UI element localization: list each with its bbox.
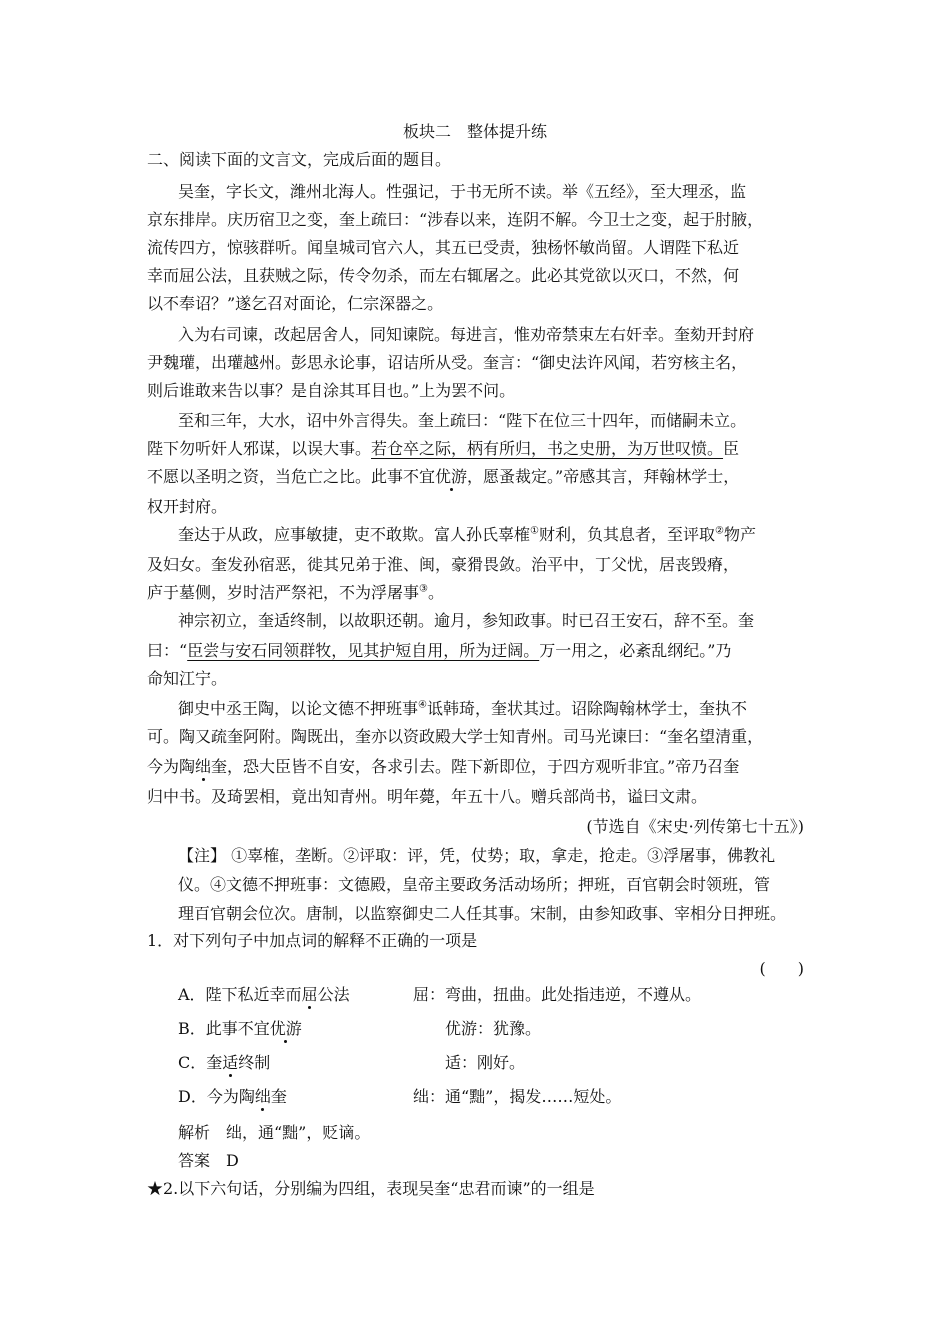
option-c-explanation: 适：刚好。: [445, 1053, 526, 1072]
question-1-stem: 1．对下列句子中加点词的解释不正确的一项是: [147, 931, 478, 950]
dotted-word: 屈: [301, 985, 318, 1004]
passage-line: 今为陶绌奎，恐大臣皆不自安，各求引去。陛下新即位，于四方观听非宜。”帝乃召奎: [147, 757, 740, 776]
passage-line: 陛下勿听奸人邪谋，以误大事。若仓卒之际，柄有所归，书之史册，为万世叹愤。臣: [147, 439, 740, 458]
passage-line: 尹魏瓘，出瓘越州。彭思永论事，诏诘所从受。奎言：“御史法许风闻，若穷核主名，: [147, 353, 748, 372]
option-d: D．今为陶绌奎: [178, 1087, 287, 1106]
passage-line: 入为右司谏，改起居舍人，同知谏院。每进言，惟劝帝禁束左右奸幸。奎劾开封府: [178, 325, 755, 344]
dotted-word: 绌: [195, 757, 212, 776]
option-c: C．奎适终制: [178, 1053, 271, 1072]
passage-line: 京东排岸。庆历宿卫之变，奎上疏曰：“涉春以来，连阴不解。今卫士之变，起于肘腋，: [147, 210, 764, 229]
dotted-word: 优游: [269, 1019, 302, 1038]
footnote-mark: ③: [419, 583, 428, 595]
passage-line: 神宗初立，奎适终制，以故职还朝。逾月，参知政事。时已召王安石，辞不至。奎: [178, 611, 755, 630]
page-title: 板块二 整体提升练: [402, 122, 547, 141]
dotted-word: 适: [222, 1053, 239, 1072]
passage-line: 曰：“臣尝与安石同领群牧，见其护短自用，所为迂阔。万一用之，必紊乱纲纪。”乃: [147, 641, 732, 660]
option-d-explanation: 绌：通“黜”，揭发……短处。: [413, 1087, 622, 1106]
option-b-explanation: 优游：犹豫。: [445, 1019, 542, 1038]
passage-line: 及妇女。奎发孙宿恶，徙其兄弟于淮、闽，豪猾畏敛。治平中，丁父忧，居丧毁瘠，: [147, 555, 740, 574]
passage-line: 御史中丞王陶，以论文德不押班事④诋韩琦，奎状其过。诏除陶翰林学士，奎执不: [178, 699, 747, 718]
passage-line: 幸而屈公法，且获贼之际，传令勿杀，而左右辄屠之。此必其党欲以灭口，不然，何: [147, 266, 740, 285]
footnote-mark: ②: [715, 525, 724, 537]
passage-line: 以不奉诏？”遂乞召对面论，仁宗深器之。: [147, 294, 444, 313]
answer: 答案 D: [178, 1151, 239, 1170]
footnote-mark: ④: [418, 699, 427, 711]
option-a: A．陛下私近幸而屈公法: [178, 985, 350, 1004]
passage-line: 庐于墓侧，岁时洁严祭祀，不为浮屠事③。: [147, 583, 444, 602]
passage-line: 命知江宁。: [147, 669, 228, 688]
underlined-sentence: 若仓卒之际，柄有所归，书之史册，为万世叹愤。: [371, 439, 724, 458]
passage-line: 不愿以圣明之资，当危亡之比。此事不宜优游，愿蚤裁定。”帝感其言，拜翰林学士，: [147, 467, 740, 486]
source-citation: (节选自《宋史·列传第七十五》): [586, 817, 804, 836]
passage-line: 权开封府。: [147, 497, 228, 516]
notes-line: 【注】 ①辜榷，垄断。②评取：评，凭，仗势；取，拿走，抢走。③浮屠事，佛教礼: [178, 846, 776, 865]
option-b: B．此事不宜优游: [178, 1019, 302, 1038]
passage-line: 吴奎，字长文，潍州北海人。性强记，于书无所不读。举《五经》，至大理丞，监: [178, 182, 747, 201]
notes-line: 理百官朝会位次。唐制，以监察御史二人任其事。宋制，由参知政事、宰相分日押班。: [178, 904, 787, 923]
passage-line: 归中书。及琦罢相，竟出知青州。明年薨，年五十八。赠兵部尚书，谥曰文肃。: [147, 787, 708, 806]
answer-blank: ( ): [759, 959, 804, 978]
dotted-word: 绌: [254, 1087, 271, 1106]
option-a-explanation: 屈：弯曲，扭曲。此处指违逆，不遵从。: [413, 985, 702, 1004]
section-heading: 二、阅读下面的文言文，完成后面的题目。: [147, 150, 452, 169]
question-2-stem: ★2.以下六句话，分别编为四组，表现吴奎“忠君而谏”的一组是: [147, 1179, 595, 1198]
analysis: 解析 绌，通“黜”，贬谪。: [178, 1123, 371, 1142]
passage-line: 则后谁敢来告以事？是自涂其耳目也。”上为罢不问。: [147, 381, 516, 400]
passage-line: 奎达于从政，应事敏捷，吏不敢欺。富人孙氏辜榷①财利，负其息者，至评取②物产: [178, 525, 756, 544]
passage-line: 至和三年，大水，诏中外言得失。奎上疏曰：“陛下在位三十四年，而储嗣未立。: [178, 411, 747, 430]
dotted-word: 优游: [435, 467, 468, 486]
underlined-sentence: 臣尝与安石同领群牧，见其护短自用，所为迂阔。: [187, 641, 540, 660]
passage-line: 流传四方，惊骇群听。闻皇城司官六人，其五已受责，独杨怀敏尚留。人谓陛下私近: [147, 238, 740, 257]
footnote-mark: ①: [530, 525, 539, 537]
notes-line: 仪。④文德不押班事：文德殿，皇帝主要政务活动场所；押班，百官朝会时领班，管: [178, 875, 771, 894]
passage-line: 可。陶又疏奎阿附。陶既出，奎亦以资政殿大学士知青州。司马光谏曰：“奎名望清重，: [147, 727, 764, 746]
